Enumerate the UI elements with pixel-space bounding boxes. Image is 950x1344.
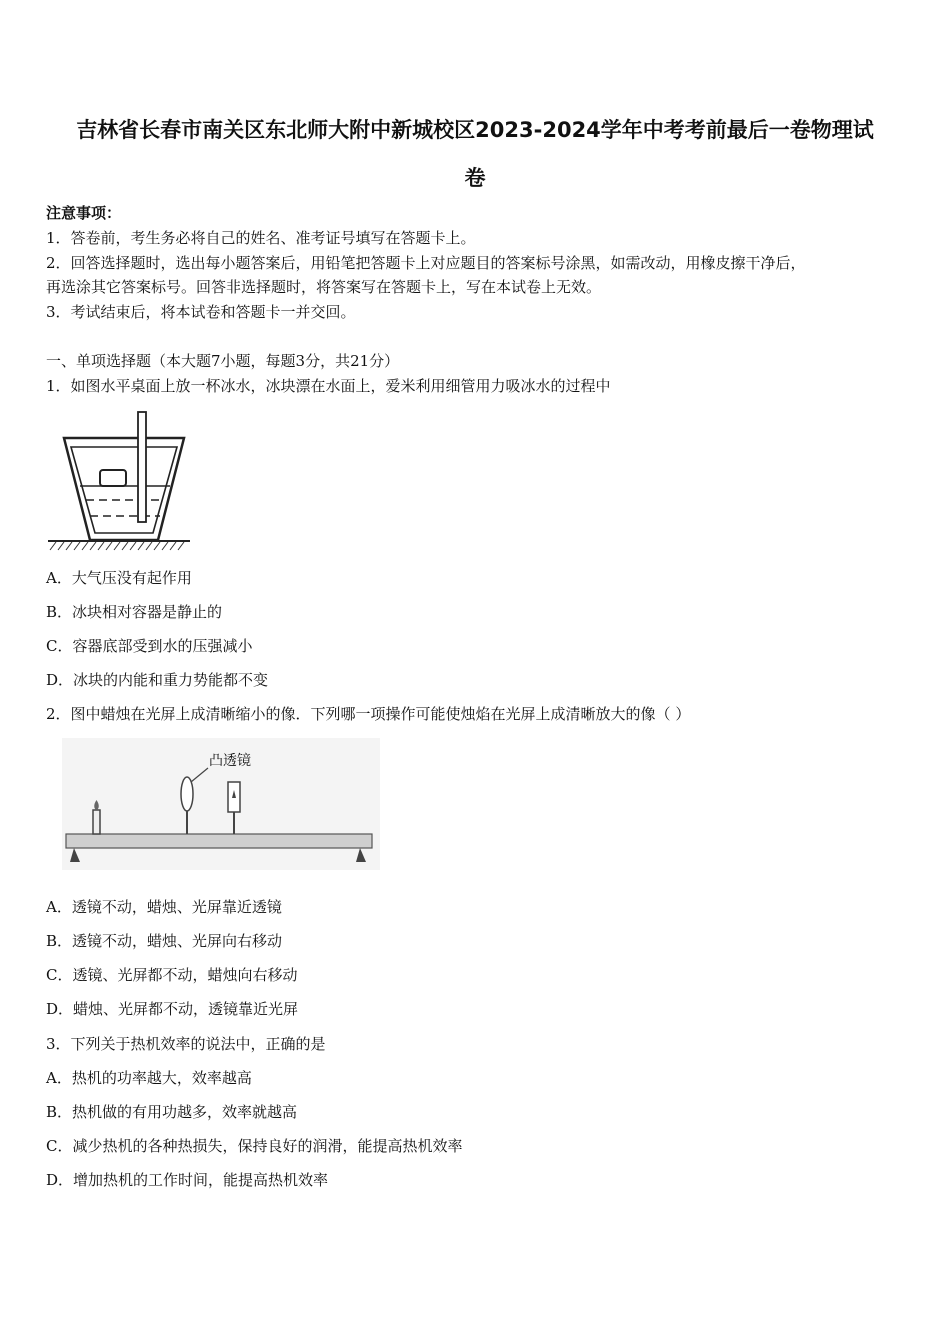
notice-item: 2．回答选择题时，选出每小题答案后，用铅笔把答题卡上对应题目的答案标号涂黑，如需改动，用橡皮擦干净后， <box>46 254 806 272</box>
question-3-stem: 3．下列关于热机效率的说法中，正确的是 <box>46 1035 326 1053</box>
ice-water-cup-figure <box>44 410 194 552</box>
notice-item: 3．考试结束后，将本试卷和答题卡一并交回。 <box>46 303 356 321</box>
section-heading: 一、单项选择题（本大题7小题，每题3分，共21分） <box>46 352 400 370</box>
question-1-stem: 1．如图水平桌面上放一杯冰水，冰块漂在水面上，爱米利用细管用力吸冰水的过程中 <box>46 377 611 395</box>
exam-title-line2: 卷 <box>464 166 486 190</box>
notice-heading: 注意事项： <box>46 204 122 222</box>
question-1-option-d: D．冰块的内能和重力势能都不变 <box>46 671 269 689</box>
notice-item: 1．答卷前，考生务必将自己的姓名、准考证号填写在答题卡上。 <box>46 229 476 247</box>
question-2-option-b: B．透镜不动，蜡烛、光屏向右移动 <box>46 932 283 950</box>
question-2-option-c: C．透镜、光屏都不动，蜡烛向右移动 <box>46 966 298 984</box>
convex-lens-label: 凸透镜 <box>209 753 251 769</box>
question-3-option-b: B．热机做的有用功越多，效率就越高 <box>46 1103 298 1121</box>
question-2-option-a: A．透镜不动，蜡烛、光屏靠近透镜 <box>46 898 282 916</box>
question-1-option-a: A．大气压没有起作用 <box>46 569 192 587</box>
exam-title-line1: 吉林省长春市南关区东北师大附中新城校区2023-2024学年中考考前最后一卷物理试 <box>76 118 874 142</box>
question-3-option-a: A．热机的功率越大，效率越高 <box>46 1069 252 1087</box>
question-2-option-d: D．蜡烛、光屏都不动，透镜靠近光屏 <box>46 1000 299 1018</box>
question-1-option-b: B．冰块相对容器是静止的 <box>46 603 223 621</box>
question-3-option-c: C．减少热机的各种热损失，保持良好的润滑，能提高热机效率 <box>46 1137 463 1155</box>
question-3-option-d: D．增加热机的工作时间，能提高热机效率 <box>46 1171 329 1189</box>
question-2-stem: 2．图中蜡烛在光屏上成清晰缩小的像．下列哪一项操作可能使烛焰在光屏上成清晰放大的像（ ） <box>46 705 691 723</box>
question-1-option-c: C．容器底部受到水的压强减小 <box>46 637 253 655</box>
notice-item: 再选涂其它答案标号。回答非选择题时，将答案写在答题卡上，写在本试卷上无效。 <box>46 278 602 296</box>
